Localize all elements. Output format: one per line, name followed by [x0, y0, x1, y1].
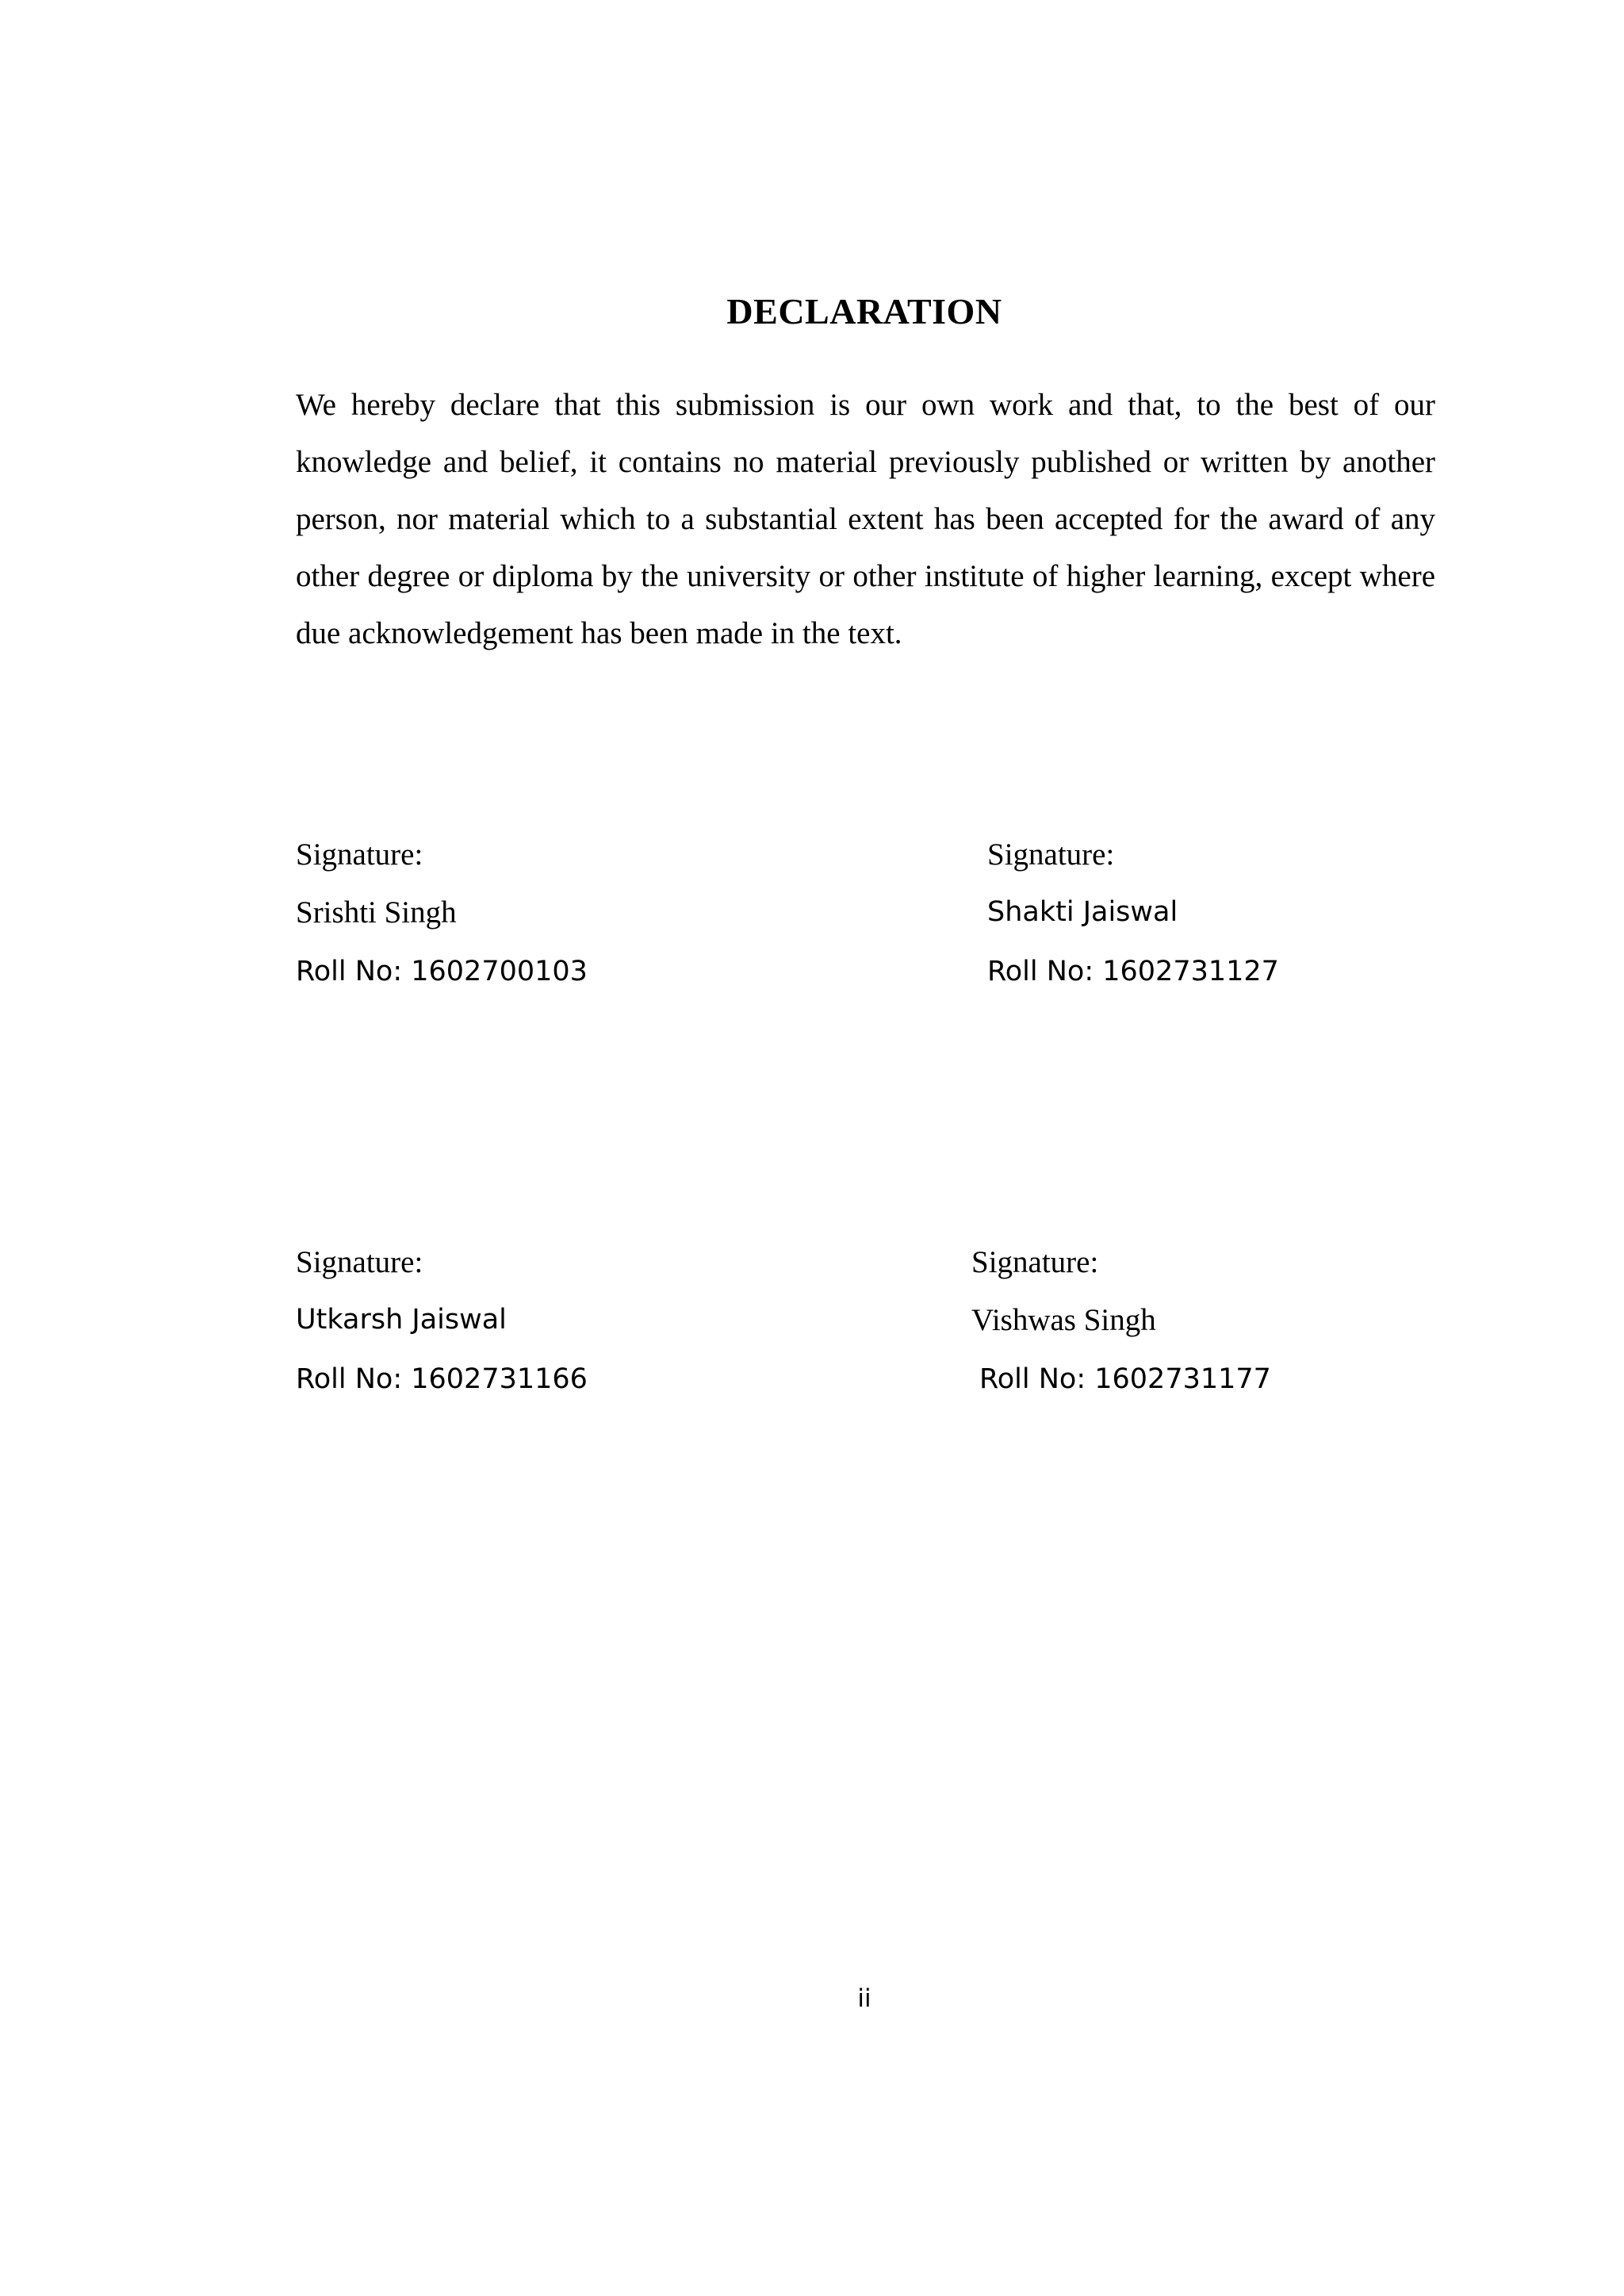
roll-number: Roll No: 1602731166 — [296, 1363, 588, 1395]
signature-label: Signature: — [971, 1245, 1099, 1279]
roll-number: Roll No: 1602731177 — [979, 1363, 1271, 1395]
signatory-name: Srishti Singh — [296, 895, 457, 930]
signatory-name: Shakti Jaiswal — [987, 896, 1178, 928]
signatory-name: Vishwas Singh — [971, 1303, 1156, 1337]
page-title: DECLARATION — [726, 291, 1002, 332]
signature-label: Signature: — [987, 838, 1115, 872]
signatory-name: Utkarsh Jaiswal — [296, 1304, 507, 1336]
roll-number: Roll No: 1602700103 — [296, 956, 588, 987]
signature-label: Signature: — [296, 838, 423, 872]
signature-label: Signature: — [296, 1245, 423, 1279]
declaration-text: We hereby declare that this submission is our own work and that, to the best of our knowledge and belief, it contains no material previously published or written by another person, nor material which to a substantial extent has been accepted for the award of any other degree or diploma by the university or other institute of higher learning, except where due acknowledgement has been made in the text. — [296, 388, 1435, 650]
page-number: ii — [857, 1984, 871, 2013]
roll-number: Roll No: 1602731127 — [987, 956, 1279, 987]
